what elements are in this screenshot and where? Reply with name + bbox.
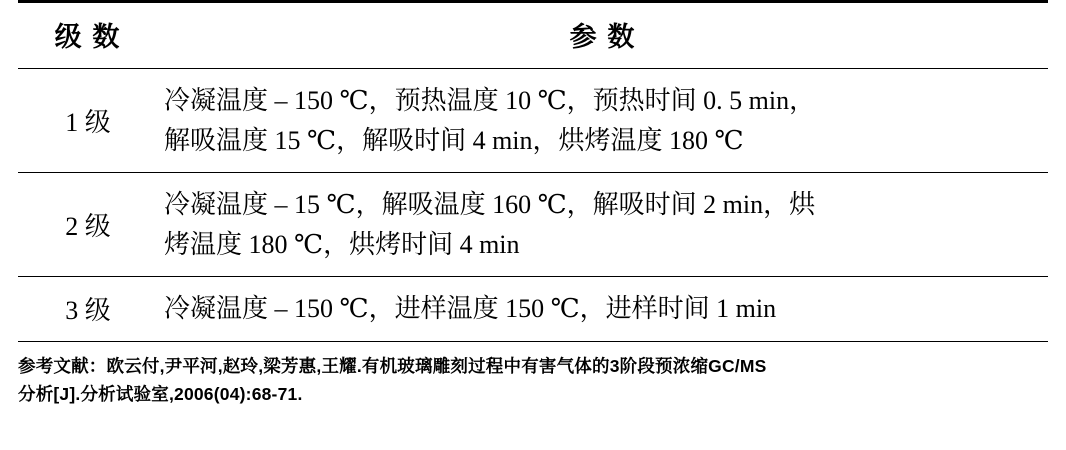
cell-level: 3 级 — [65, 296, 111, 326]
table-body — [18, 69, 1048, 342]
table-row — [18, 277, 1048, 341]
cell-parameters — [158, 173, 1048, 277]
reference-line: 参考文献：欧云付,尹平河,赵玲,梁芳惠,王耀.有机玻璃雕刻过程中有害气体的3阶段预浓缩GC/MS — [18, 355, 767, 376]
bottom-rule-right — [158, 341, 1048, 342]
cell-level: 2 级 — [65, 212, 111, 242]
reference-line: 分析[J].分析试验室,2006(04):68-71. — [18, 384, 303, 405]
param-line: 冷凝温度 – 150 ℃，预热温度 10 ℃，预热时间 0. 5 min， — [164, 86, 816, 115]
param-line: 冷凝温度 – 15 ℃，解吸温度 160 ℃，解吸时间 2 min，烘 — [164, 190, 816, 220]
reference-footnote — [18, 352, 1048, 410]
parameters-table — [18, 0, 1048, 342]
cell-level: 1 级 — [65, 108, 111, 138]
bottom-rule-left — [18, 341, 158, 342]
cell-parameters — [158, 277, 1048, 341]
param-line: 解吸温度 15 ℃，解吸时间 4 min，烘烤温度 180 ℃ — [164, 125, 744, 155]
table-header — [18, 2, 1048, 69]
table-header-row — [18, 2, 1048, 69]
param-line: 烤温度 180 ℃，烘烤时间 4 min — [164, 229, 520, 259]
column-header-parameters: 参 数 — [158, 2, 1048, 69]
bottom-rule — [18, 341, 1048, 342]
table-row — [18, 69, 1048, 173]
column-header-level: 级 数 — [18, 2, 158, 69]
param-line: 冷凝温度 – 150 ℃，进样温度 150 ℃，进样时间 1 min — [164, 294, 777, 324]
table-row — [18, 173, 1048, 277]
cell-parameters — [158, 69, 1048, 173]
